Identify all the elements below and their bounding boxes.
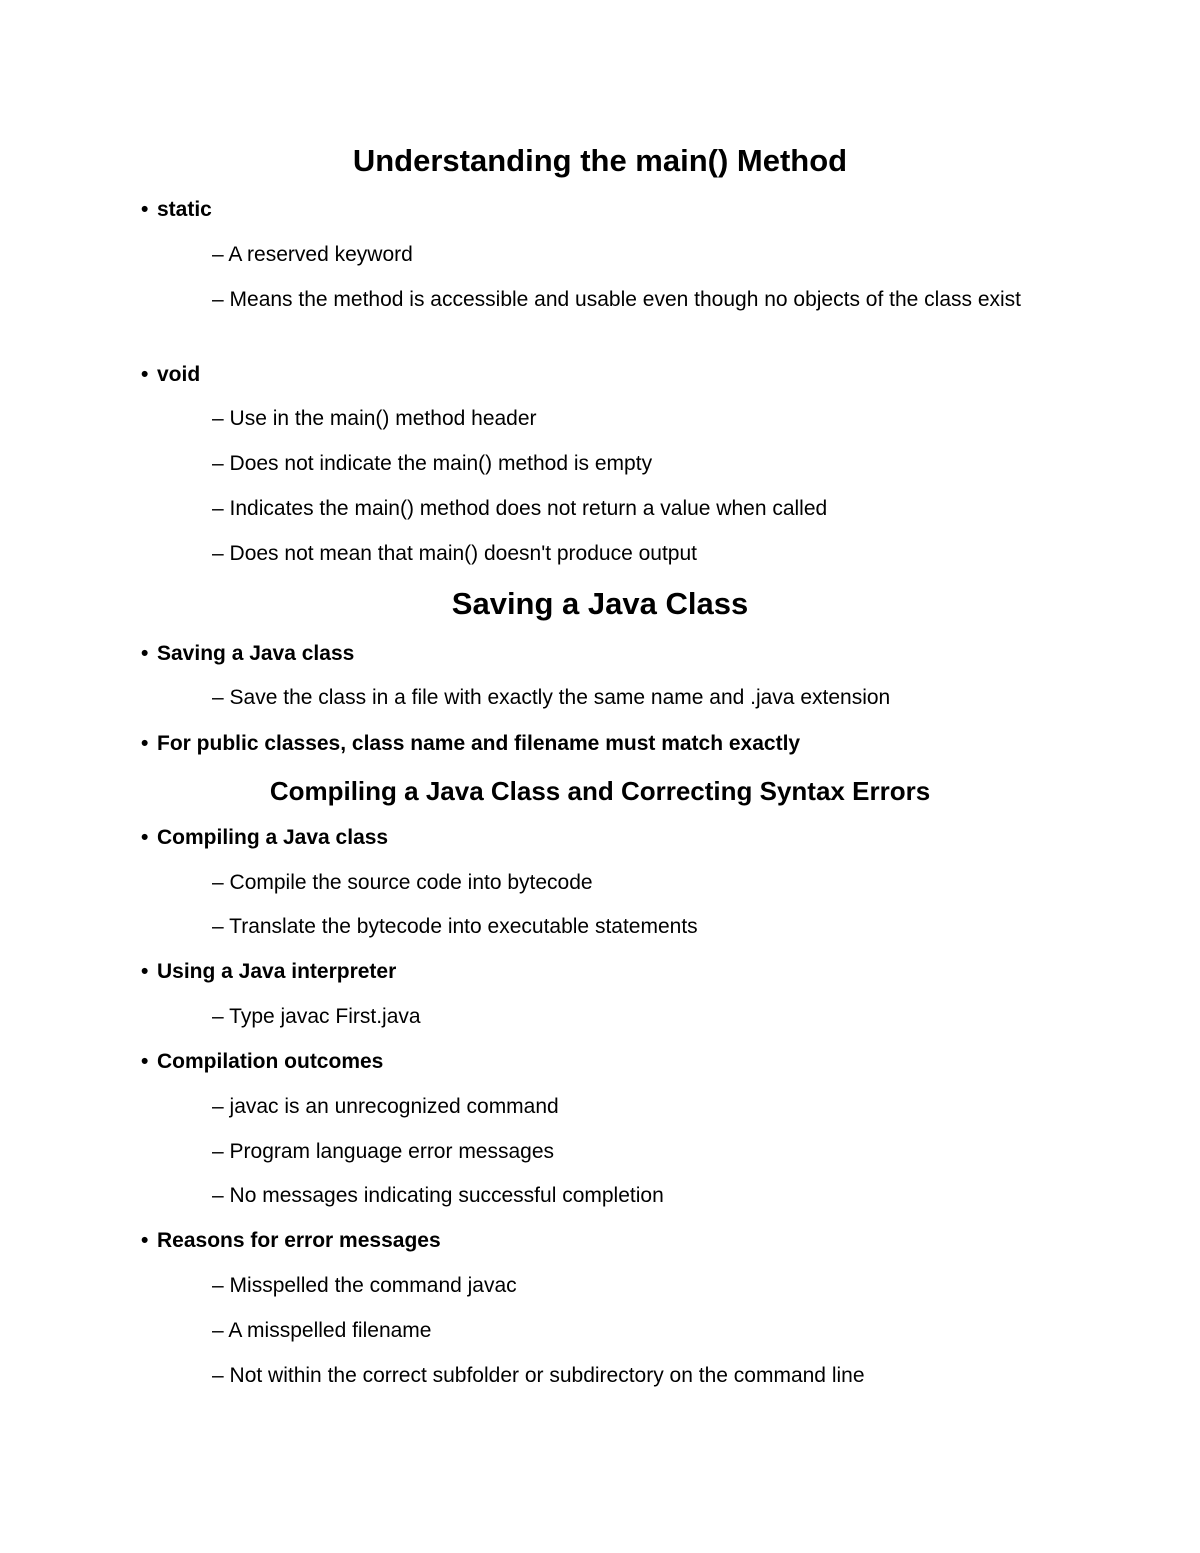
sub-item-text: Means the method is accessible and usable even though no objects of the class exist bbox=[229, 288, 1022, 311]
section-title-main-method: Understanding the main() Method bbox=[352, 143, 848, 178]
bullet-symbol: • bbox=[141, 732, 149, 755]
sub-item bbox=[212, 868, 1072, 898]
sub-item bbox=[212, 1137, 1072, 1167]
dash-symbol: – bbox=[212, 1364, 224, 1387]
sub-item-text: Misspelled the command javac bbox=[229, 1274, 517, 1297]
dash-symbol: – bbox=[212, 686, 224, 709]
sub-item-text: Not within the correct subfolder or subdirectory on the command line bbox=[229, 1364, 865, 1387]
bullet-label: static bbox=[157, 198, 212, 221]
section-title-compiling: Compiling a Java Class and Correcting Syntax Errors bbox=[269, 776, 931, 806]
sub-item-text: Use in the main() method header bbox=[229, 407, 537, 430]
dash-symbol: – bbox=[212, 1184, 224, 1207]
sub-item-text: javac is an unrecognized command bbox=[229, 1095, 559, 1118]
sub-item bbox=[212, 494, 1072, 524]
sub-item-text: Does not mean that main() doesn't produce output bbox=[229, 542, 697, 565]
bullet-symbol: • bbox=[141, 363, 149, 386]
sub-item-text: Type javac First.java bbox=[229, 1005, 421, 1028]
dash-symbol: – bbox=[212, 1005, 224, 1028]
bullet-item bbox=[141, 1048, 383, 1076]
sub-item-text: Translate the bytecode into executable statements bbox=[229, 915, 698, 938]
bullet-symbol: • bbox=[141, 198, 149, 221]
dash-symbol: – bbox=[212, 497, 224, 520]
sub-item bbox=[212, 285, 1072, 315]
bullet-label: For public classes, class name and filename must match exactly bbox=[157, 732, 801, 755]
bullet-label: void bbox=[157, 363, 201, 386]
sub-item bbox=[212, 1181, 1072, 1211]
sub-item bbox=[212, 1316, 1072, 1346]
bullet-label: Compiling a Java class bbox=[157, 826, 389, 849]
dash-symbol: – bbox=[212, 452, 224, 475]
bullet-symbol: • bbox=[141, 1050, 149, 1073]
sub-item-text: A misspelled filename bbox=[228, 1319, 432, 1342]
dash-symbol: – bbox=[212, 871, 224, 894]
sub-item-text: Save the class in a file with exactly the same name and .java extension bbox=[229, 686, 891, 709]
bullet-label: Saving a Java class bbox=[157, 642, 355, 665]
sub-item-text: Compile the source code into bytecode bbox=[229, 871, 593, 894]
sub-item bbox=[212, 240, 1072, 270]
dash-symbol: – bbox=[212, 1274, 224, 1297]
dash-symbol: – bbox=[212, 1095, 224, 1118]
dash-symbol: – bbox=[212, 915, 224, 938]
bullet-item bbox=[141, 361, 200, 389]
sub-item bbox=[212, 912, 1072, 942]
sub-item bbox=[212, 683, 1072, 713]
bullet-label: Compilation outcomes bbox=[157, 1050, 384, 1073]
bullet-label: Using a Java interpreter bbox=[157, 960, 397, 983]
sub-item bbox=[212, 539, 1072, 569]
sub-item-text: Indicates the main() method does not return a value when called bbox=[229, 497, 828, 520]
dash-symbol: – bbox=[212, 243, 224, 266]
section-title-saving: Saving a Java Class bbox=[451, 586, 749, 621]
bullet-item bbox=[141, 1227, 441, 1255]
bullet-label: Reasons for error messages bbox=[157, 1229, 441, 1252]
bullet-item bbox=[141, 730, 800, 758]
sub-item bbox=[212, 404, 1072, 434]
dash-symbol: – bbox=[212, 1140, 224, 1163]
sub-item bbox=[212, 1092, 1072, 1122]
sub-item-text: Does not indicate the main() method is empty bbox=[229, 452, 653, 475]
sub-item-text: A reserved keyword bbox=[228, 243, 413, 266]
dash-symbol: – bbox=[212, 542, 224, 565]
dash-symbol: – bbox=[212, 1319, 224, 1342]
dash-symbol: – bbox=[212, 407, 224, 430]
bullet-item bbox=[141, 640, 354, 668]
dash-symbol: – bbox=[212, 288, 224, 311]
sub-item-text: No messages indicating successful completion bbox=[229, 1184, 664, 1207]
bullet-item bbox=[141, 958, 396, 986]
sub-item bbox=[212, 1361, 1072, 1391]
bullet-symbol: • bbox=[141, 826, 149, 849]
sub-item bbox=[212, 1002, 1072, 1032]
bullet-item bbox=[141, 196, 212, 224]
sub-item-text: Program language error messages bbox=[229, 1140, 555, 1163]
bullet-symbol: • bbox=[141, 1229, 149, 1252]
sub-item bbox=[212, 1271, 1072, 1301]
bullet-item bbox=[141, 824, 388, 852]
bullet-symbol: • bbox=[141, 960, 149, 983]
sub-item bbox=[212, 449, 1072, 479]
bullet-symbol: • bbox=[141, 642, 149, 665]
